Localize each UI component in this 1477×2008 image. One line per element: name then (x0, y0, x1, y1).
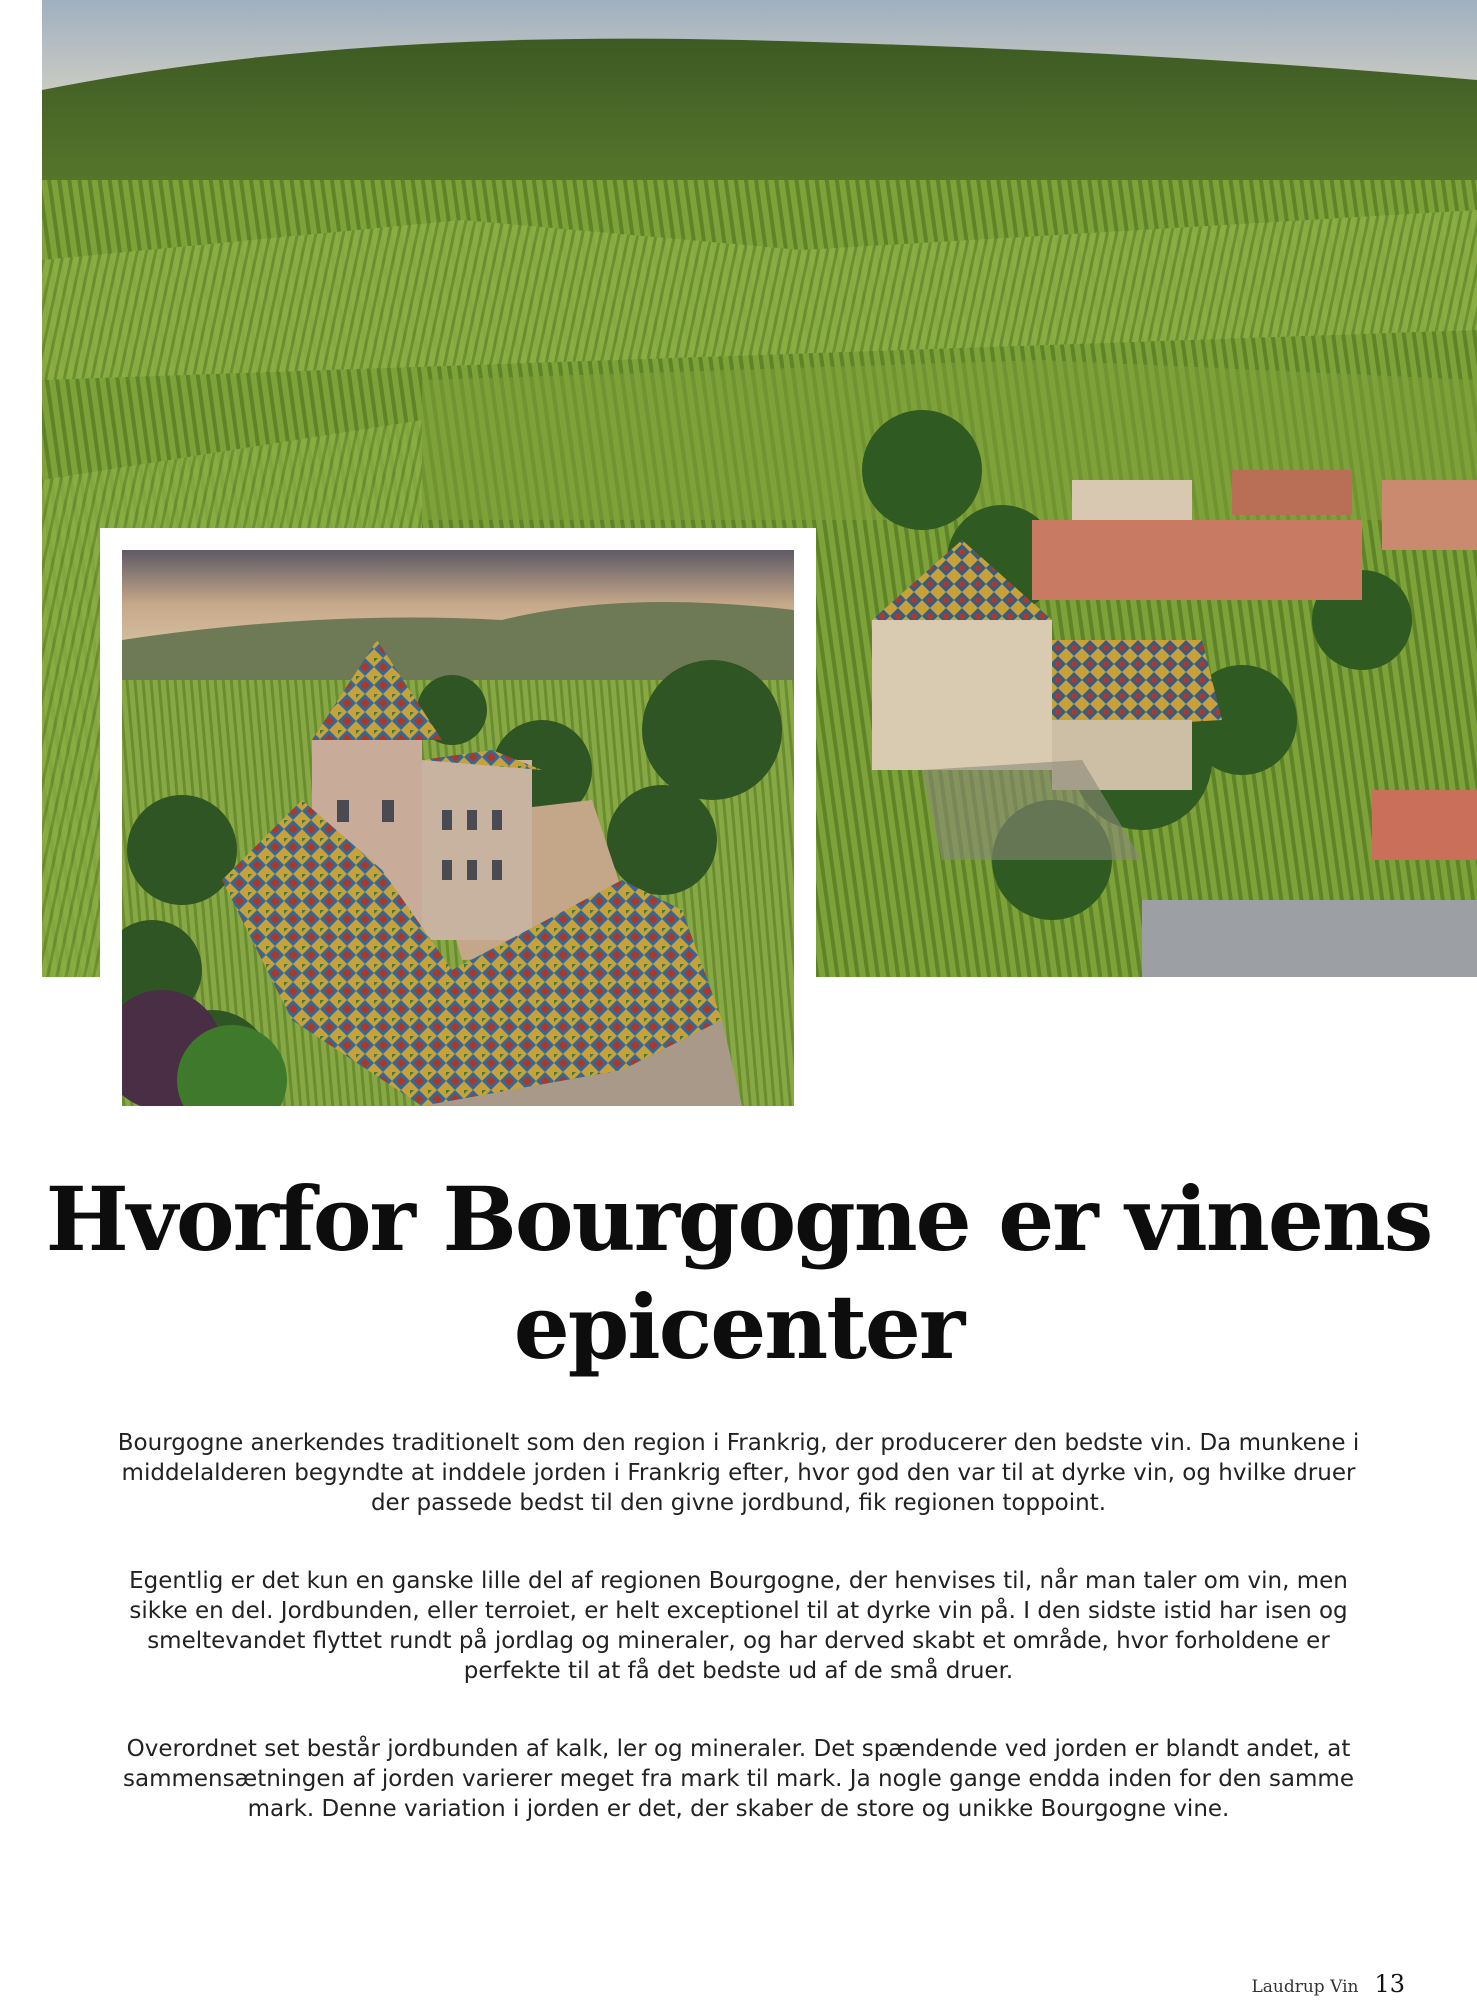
article-paragraph: Overordnet set består jordbunden af kalk, ler og mineraler. Det spændende ved jorden er blandt andet, at sammensætningen af jorden varierer meget fra mark til mark. Ja nogle gange endda inden for den samme mark. Denne variation i jorden er det, der skaber de store og unikke Bourgogne vine. (123, 1736, 1354, 1822)
article-paragraph: Egentlig er det kun en ganske lille del af regionen Bourgogne, der henvises til, når man taler om vin, men sikke en del. Jordbunden, eller terroiet, er helt exceptionel til at dyrke vin på. I den sidste istid har isen og smeltevandet flyttet rundt på jordlag og mineraler, og har derved skabt et område, hvor forholdene er perfekte til at få det bedste ud af de små druer. (129, 1568, 1348, 1684)
article-headline: Hvorfor Bourgogne er vinens epicenter (45, 1167, 1432, 1379)
article-body (100, 1428, 1377, 1872)
inset-photo (122, 550, 794, 1106)
article-paragraph: Bourgogne anerkendes traditionelt som den region i Frankrig, der producerer den bedste vin. Da munkene i middelalderen begyndte at inddele jorden i Frankrig efter, hvor god den var til at dyrke vin, og hvilke druer der passede bedst til den givne jordbund, fik regionen toppoint. (117, 1430, 1360, 1516)
inset-photo-frame (100, 528, 816, 1112)
chateau-aerial-photo (122, 550, 794, 1106)
page-number: 13 (1374, 1970, 1405, 1998)
page-footer (1251, 1970, 1405, 1998)
footer-brand: Laudrup Vin (1251, 1977, 1359, 1997)
